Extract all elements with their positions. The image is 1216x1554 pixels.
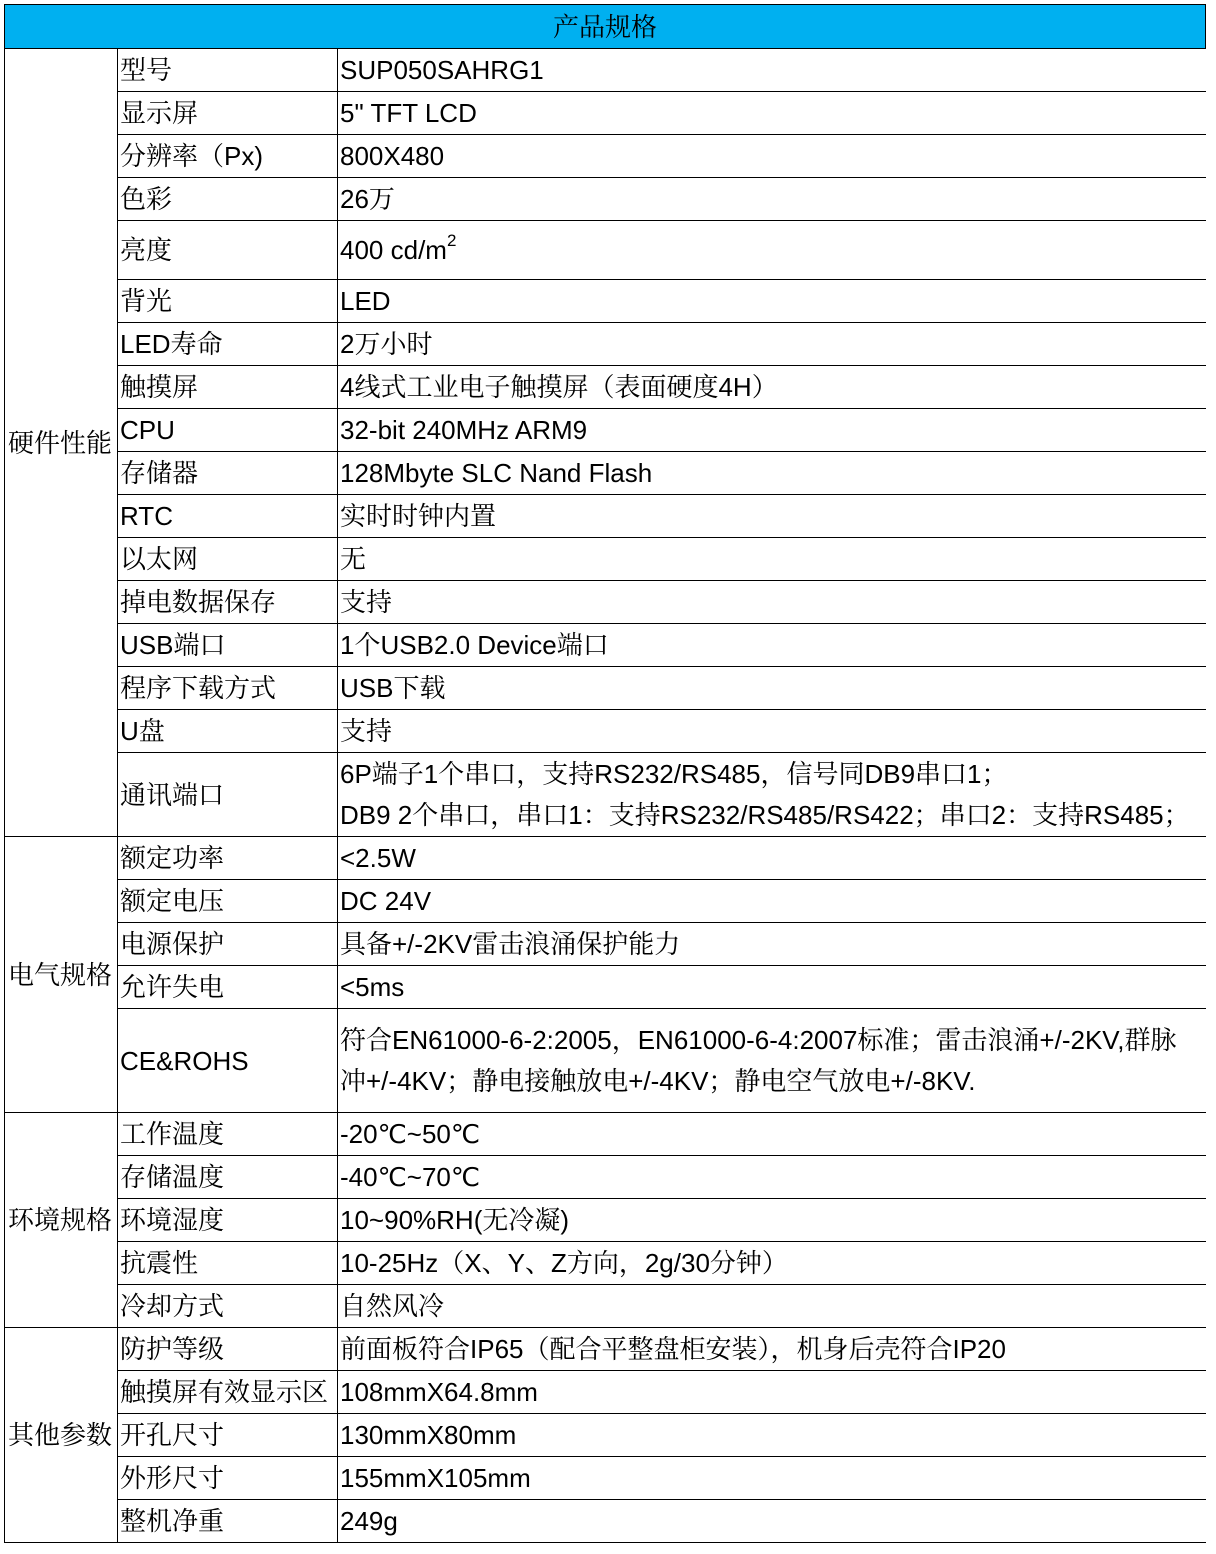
spec-value-text: <2.5W (340, 843, 416, 873)
spec-value-text: 2万小时 (340, 329, 433, 359)
spec-value (338, 966, 1206, 1009)
table-row (5, 1009, 1206, 1113)
spec-label: CPU (118, 409, 338, 452)
spec-value-text: SUP050SAHRG1 (340, 55, 544, 85)
spec-label: 触摸屏有效显示区 (118, 1371, 338, 1414)
spec-value (338, 1371, 1206, 1414)
spec-label: 背光 (118, 280, 338, 323)
table-row (5, 135, 1206, 178)
spec-value-line: 符合EN61000-6-2:2005，EN61000-6-4:2007标准；雷击浪涌+/-2KV,群脉 (340, 1024, 1177, 1055)
superscript: 2 (446, 231, 457, 250)
spec-value (338, 1500, 1206, 1543)
table-row (5, 1113, 1206, 1156)
category-cell: 环境规格 (5, 1113, 118, 1328)
table-row (5, 178, 1206, 221)
spec-value (338, 624, 1206, 667)
table-row (5, 880, 1206, 923)
spec-label: 色彩 (118, 178, 338, 221)
table-row (5, 280, 1206, 323)
spec-value (338, 409, 1206, 452)
spec-value-text: -20℃~50℃ (340, 1119, 481, 1149)
spec-label: 显示屏 (118, 92, 338, 135)
table-row (5, 538, 1206, 581)
spec-value-text: 5" TFT LCD (340, 98, 477, 128)
table-row (5, 452, 1206, 495)
spec-label: 开孔尺寸 (118, 1414, 338, 1457)
table-row (5, 323, 1206, 366)
spec-value-text: 32-bit 240MHz ARM9 (340, 415, 588, 445)
spec-value (338, 667, 1206, 710)
spec-label: 程序下载方式 (118, 667, 338, 710)
spec-value (338, 280, 1206, 323)
spec-label: 分辨率（Px) (118, 135, 338, 178)
spec-value (338, 1009, 1206, 1113)
category-cell: 硬件性能 (5, 49, 118, 837)
spec-value (338, 1414, 1206, 1457)
spec-value (338, 221, 1206, 280)
spec-value-text: 130mmX80mm (340, 1420, 517, 1450)
spec-value-line: DB9 2个串口，串口1：支持RS232/RS485/RS422；串口2：支持RS485； (340, 799, 1190, 830)
spec-value-text: -40℃~70℃ (340, 1162, 481, 1192)
spec-value (338, 49, 1206, 92)
spec-body (5, 49, 1206, 1543)
table-row (5, 1457, 1206, 1500)
category-cell: 其他参数 (5, 1328, 118, 1543)
spec-value-text: 支持 (340, 587, 393, 617)
spec-label: 工作温度 (118, 1113, 338, 1156)
table-row (5, 92, 1206, 135)
spec-label: 以太网 (118, 538, 338, 581)
table-title: 产品规格 (5, 5, 1206, 49)
spec-value (338, 581, 1206, 624)
spec-value-text: 128Mbyte SLC Nand Flash (340, 458, 653, 488)
table-row (5, 1156, 1206, 1199)
category-cell: 电气规格 (5, 837, 118, 1113)
table-row (5, 667, 1206, 710)
table-row (5, 753, 1206, 837)
spec-value (338, 753, 1206, 837)
spec-value-text: LED (340, 286, 391, 316)
spec-label: CE&ROHS (118, 1009, 338, 1113)
spec-value (338, 1199, 1206, 1242)
spec-value (338, 366, 1206, 409)
table-row (5, 366, 1206, 409)
table-row (5, 1242, 1206, 1285)
spec-label: RTC (118, 495, 338, 538)
spec-value (338, 452, 1206, 495)
table-row (5, 49, 1206, 92)
spec-label: USB端口 (118, 624, 338, 667)
spec-value (338, 1242, 1206, 1285)
spec-value-text: 108mmX64.8mm (340, 1377, 538, 1407)
table-row (5, 1371, 1206, 1414)
spec-value (338, 135, 1206, 178)
spec-value-text: 具备+/-2KV雷击浪涌保护能力 (340, 929, 681, 959)
table-row (5, 495, 1206, 538)
spec-value-text: <5ms (340, 972, 405, 1002)
spec-value (338, 710, 1206, 753)
spec-label: 防护等级 (118, 1328, 338, 1371)
spec-value (338, 880, 1206, 923)
spec-label: 环境湿度 (118, 1199, 338, 1242)
spec-value-text: 800X480 (340, 141, 445, 171)
spec-label: 触摸屏 (118, 366, 338, 409)
spec-value (338, 1457, 1206, 1500)
spec-value (338, 837, 1206, 880)
spec-label: 额定功率 (118, 837, 338, 880)
spec-value-text: DC 24V (340, 886, 432, 916)
table-row (5, 221, 1206, 280)
spec-label: 抗震性 (118, 1242, 338, 1285)
table-row (5, 710, 1206, 753)
spec-label: 亮度 (118, 221, 338, 280)
spec-value-text: 无 (340, 544, 367, 574)
spec-label: 额定电压 (118, 880, 338, 923)
spec-label: 存储温度 (118, 1156, 338, 1199)
spec-value-text: 实时时钟内置 (340, 501, 497, 531)
spec-table (4, 4, 1206, 1543)
spec-value (338, 1156, 1206, 1199)
table-row (5, 923, 1206, 966)
table-row (5, 624, 1206, 667)
spec-value-text: 155mmX105mm (340, 1463, 531, 1493)
spec-value-text: 支持 (340, 716, 393, 746)
table-row (5, 409, 1206, 452)
spec-label: 通讯端口 (118, 753, 338, 837)
table-row (5, 966, 1206, 1009)
spec-label: 整机净重 (118, 1500, 338, 1543)
spec-label: 掉电数据保存 (118, 581, 338, 624)
spec-label: 型号 (118, 49, 338, 92)
spec-value-text: 26万 (340, 184, 395, 214)
spec-value-line: 6P端子1个串口，支持RS232/RS485，信号同DB9串口1； (340, 758, 1008, 789)
spec-value-text: 前面板符合IP65（配合平整盘柜安装），机身后壳符合IP20 (340, 1334, 1006, 1364)
spec-value-text: 1个USB2.0 Device端口 (340, 630, 609, 660)
spec-value (338, 92, 1206, 135)
spec-value-line: 冲+/-4KV；静电接触放电+/-4KV；静电空气放电+/-8KV. (340, 1065, 976, 1096)
spec-value (338, 495, 1206, 538)
spec-value (338, 178, 1206, 221)
spec-value-text: USB下载 (340, 673, 446, 703)
spec-value (338, 923, 1206, 966)
title-row (5, 5, 1206, 49)
spec-label: U盘 (118, 710, 338, 753)
spec-label: 冷却方式 (118, 1285, 338, 1328)
table-row (5, 1414, 1206, 1457)
spec-value-text: 4线式工业电子触摸屏（表面硬度4H） (340, 372, 778, 402)
table-row (5, 837, 1206, 880)
spec-value-text: 10~90%RH(无冷凝) (340, 1205, 570, 1235)
table-row (5, 581, 1206, 624)
spec-value (338, 1113, 1206, 1156)
spec-value (338, 1328, 1206, 1371)
spec-value-text: 自然风冷 (340, 1291, 445, 1321)
spec-value-text: 10-25Hz（X、Y、Z方向，2g/30分钟） (340, 1248, 788, 1278)
spec-label: 外形尺寸 (118, 1457, 338, 1500)
spec-label: 存储器 (118, 452, 338, 495)
table-row (5, 1199, 1206, 1242)
spec-value (338, 1285, 1206, 1328)
spec-value-text: 400 cd/m (340, 235, 447, 265)
spec-value (338, 538, 1206, 581)
spec-value-text: 249g (340, 1506, 398, 1536)
spec-value (338, 323, 1206, 366)
table-row (5, 1328, 1206, 1371)
table-row (5, 1285, 1206, 1328)
spec-label: LED寿命 (118, 323, 338, 366)
table-row (5, 1500, 1206, 1543)
spec-label: 允许失电 (118, 966, 338, 1009)
spec-label: 电源保护 (118, 923, 338, 966)
